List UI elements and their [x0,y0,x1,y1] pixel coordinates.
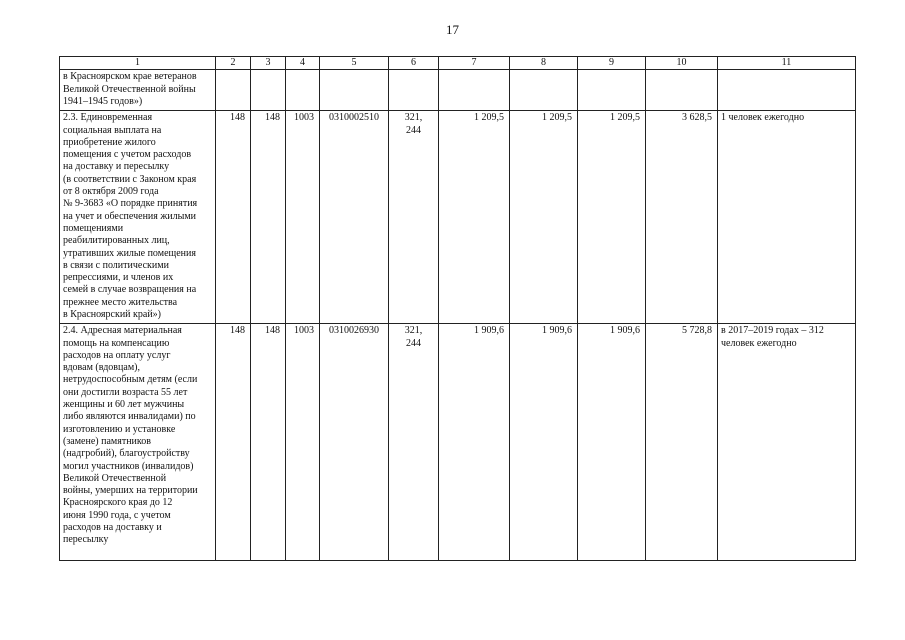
table-cell [216,70,251,111]
table-cell [320,70,389,111]
table-cell [718,70,856,111]
table-cell: 148 [216,324,251,561]
table-cell: 1003 [286,111,320,324]
table-cell: 1 209,5 [510,111,578,324]
table-cell: 321, 244 [389,111,439,324]
table-cell: 0310026930 [320,324,389,561]
table-row [60,70,856,111]
header-cell: 11 [718,57,856,70]
row-name-cell: 2.3. Единовременная социальная выплата на приобретение жилого помещения с учетом расходов на доставку и пересылку (в соответствии с Законом края от 8 октября 2009 года № 9-3683 «О порядке принятия на учет и обеспечения жилыми помещениями реабилитированных лиц, утративших жилые помещения в связи с политическими репрессиями, и членов их семей в случае возвращения на прежнее место жительства в Красноярский край») [60,111,216,324]
page-number: 17 [446,22,459,37]
table-cell: 1 209,5 [578,111,646,324]
table-cell: 0310002510 [320,111,389,324]
row-name-cell: в Красноярском крае ветеранов Великой Отечественной войны 1941–1945 годов») [60,70,216,111]
table-cell: 1 909,6 [578,324,646,561]
header-cell: 1 [60,57,216,70]
table-cell [439,70,510,111]
table-cell: в 2017–2019 годах – 312 человек ежегодно [718,324,856,561]
table-cell: 1003 [286,324,320,561]
table-cell: 1 909,6 [439,324,510,561]
table-cell [646,70,718,111]
header-cell: 7 [439,57,510,70]
header-cell: 5 [320,57,389,70]
header-cell: 8 [510,57,578,70]
table-cell: 3 628,5 [646,111,718,324]
header-cell: 10 [646,57,718,70]
table-cell: 1 909,6 [510,324,578,561]
table-cell: 148 [251,111,286,324]
table-cell: 1 человек ежегодно [718,111,856,324]
header-cell: 2 [216,57,251,70]
budget-table [59,56,856,561]
table-row [60,324,856,561]
table-cell [578,70,646,111]
table-cell [251,70,286,111]
table-cell [510,70,578,111]
header-row [60,57,856,70]
table-cell: 5 728,8 [646,324,718,561]
header-cell: 6 [389,57,439,70]
table-cell: 148 [251,324,286,561]
table-cell: 321, 244 [389,324,439,561]
table-cell: 1 209,5 [439,111,510,324]
table-cell [286,70,320,111]
header-cell: 4 [286,57,320,70]
header-cell: 9 [578,57,646,70]
table-cell [389,70,439,111]
row-name-cell: 2.4. Адресная материальная помощь на компенсацию расходов на оплату услуг вдовам (вдовцам), нетрудоспособным детям (если они достигли возраста 55 лет женщины и 60 лет мужчины либо являются инвалидами) по изготовлению и установке (замене) памятников (надгробий), благоустройству могил участников (инвалидов) Великой Отечественной войны, умерших на территории Красноярского края до 12 июня 1990 года, с учетом расходов на доставку и пересылку [60,324,216,561]
table-row [60,111,856,324]
table-cell: 148 [216,111,251,324]
header-cell: 3 [251,57,286,70]
